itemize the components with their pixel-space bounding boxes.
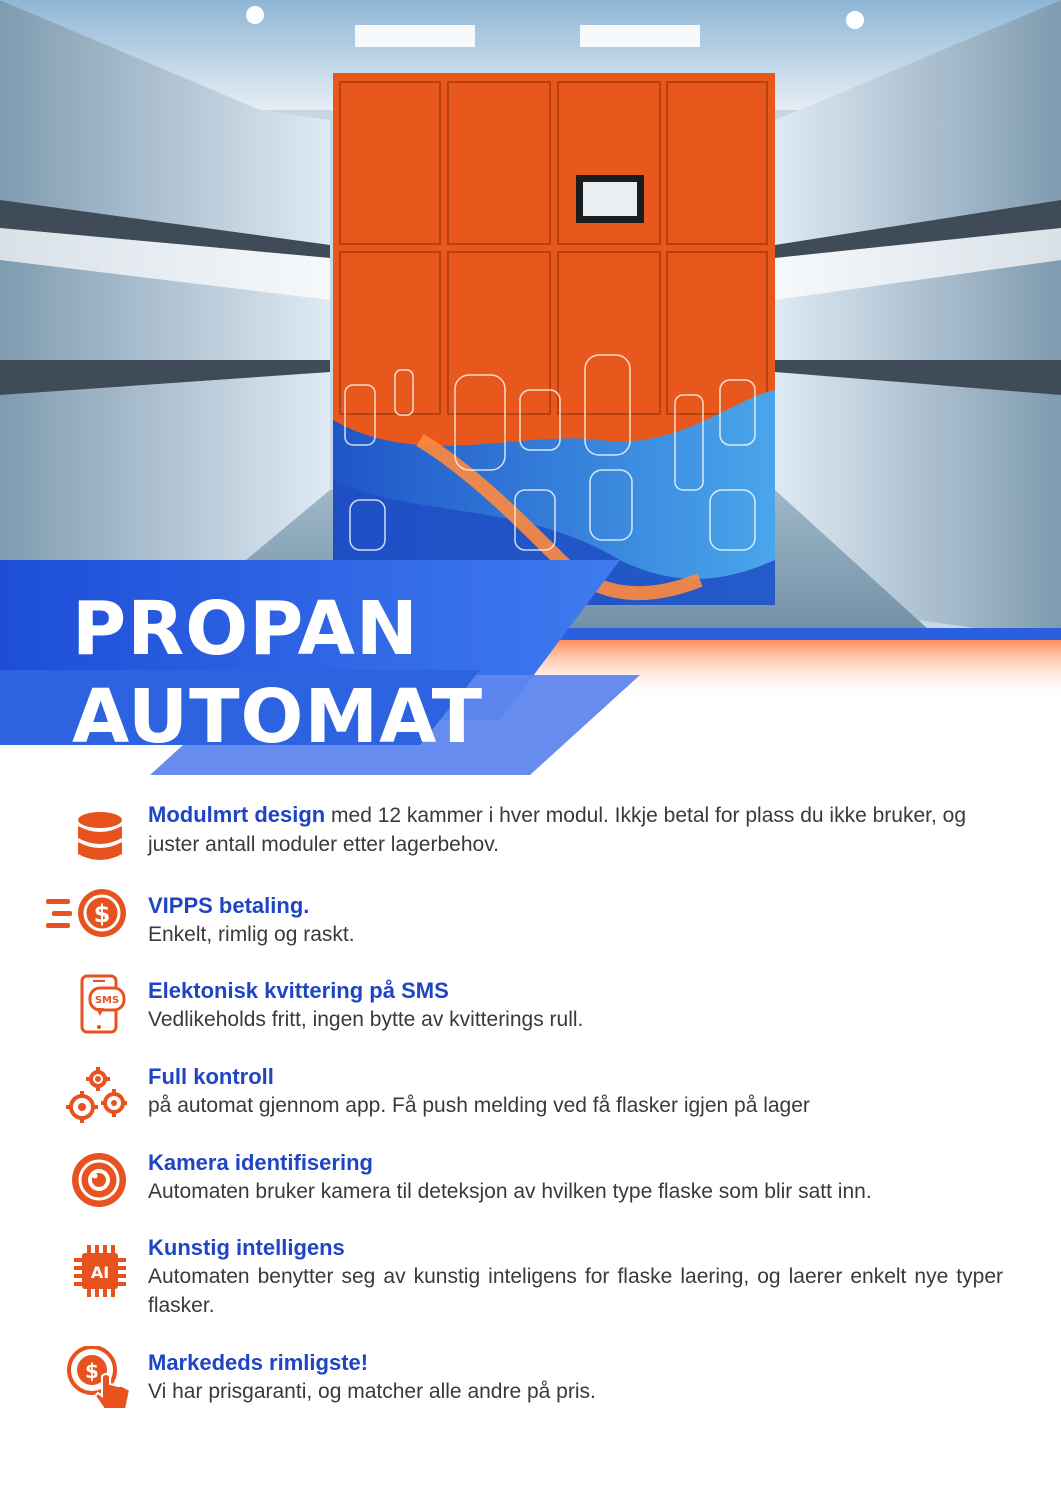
feature-heading: Kunstig intelligens (148, 1235, 345, 1260)
svg-text:SMS: SMS (94, 995, 120, 1006)
feature-text: på automat gjennom app. Få push melding ved få flasker igjen på lager (148, 1094, 810, 1117)
svg-text:$: $ (93, 900, 111, 928)
svg-text:$: $ (85, 1359, 99, 1383)
sms-phone-icon (60, 974, 140, 1044)
feature-heading: Elektonisk kvittering på SMS (148, 978, 449, 1003)
feature-heading: Modulmrt design (148, 802, 326, 827)
database-icon (60, 810, 140, 880)
fast-payment-icon (44, 887, 134, 957)
price-touch-icon (60, 1346, 140, 1416)
feature-text: Vedlikeholds fritt, ingen bytte av kvitterings rull. (148, 1008, 584, 1031)
feature-heading: VIPPS betaling. (148, 893, 310, 918)
feature-heading: Kamera identifisering (148, 1150, 373, 1175)
gears-icon (60, 1065, 140, 1135)
feature-heading: Full kontroll (148, 1064, 274, 1089)
page-title (72, 585, 483, 761)
feature-text: med 12 kammer i hver modul. Ikkje betal for plass du ikke bruker, og juster antall moduler etter lagerbehov. (148, 804, 967, 856)
ai-chip-label: AI (90, 1263, 110, 1282)
ai-chip-icon (60, 1242, 140, 1312)
camera-lens-icon (60, 1151, 140, 1221)
feature-heading: Markededs rimligste! (148, 1350, 369, 1375)
feature-text: Enkelt, rimlig og raskt. (148, 923, 355, 946)
title-line-1: PROPAN (72, 586, 419, 672)
feature-text: Automaten benytter seg av kunstig inteligens for flaske laering, og laerer enkelt nye typer flasker. (148, 1265, 1003, 1317)
feature-text: Vi har prisgaranti, og matcher alle andre på pris. (148, 1380, 596, 1403)
hero-image (0, 0, 1061, 640)
title-line-2: AUTOMAT (72, 674, 484, 760)
feature-text: Automaten bruker kamera til deteksjon av hvilken type flaske som blir satt inn. (148, 1180, 872, 1203)
